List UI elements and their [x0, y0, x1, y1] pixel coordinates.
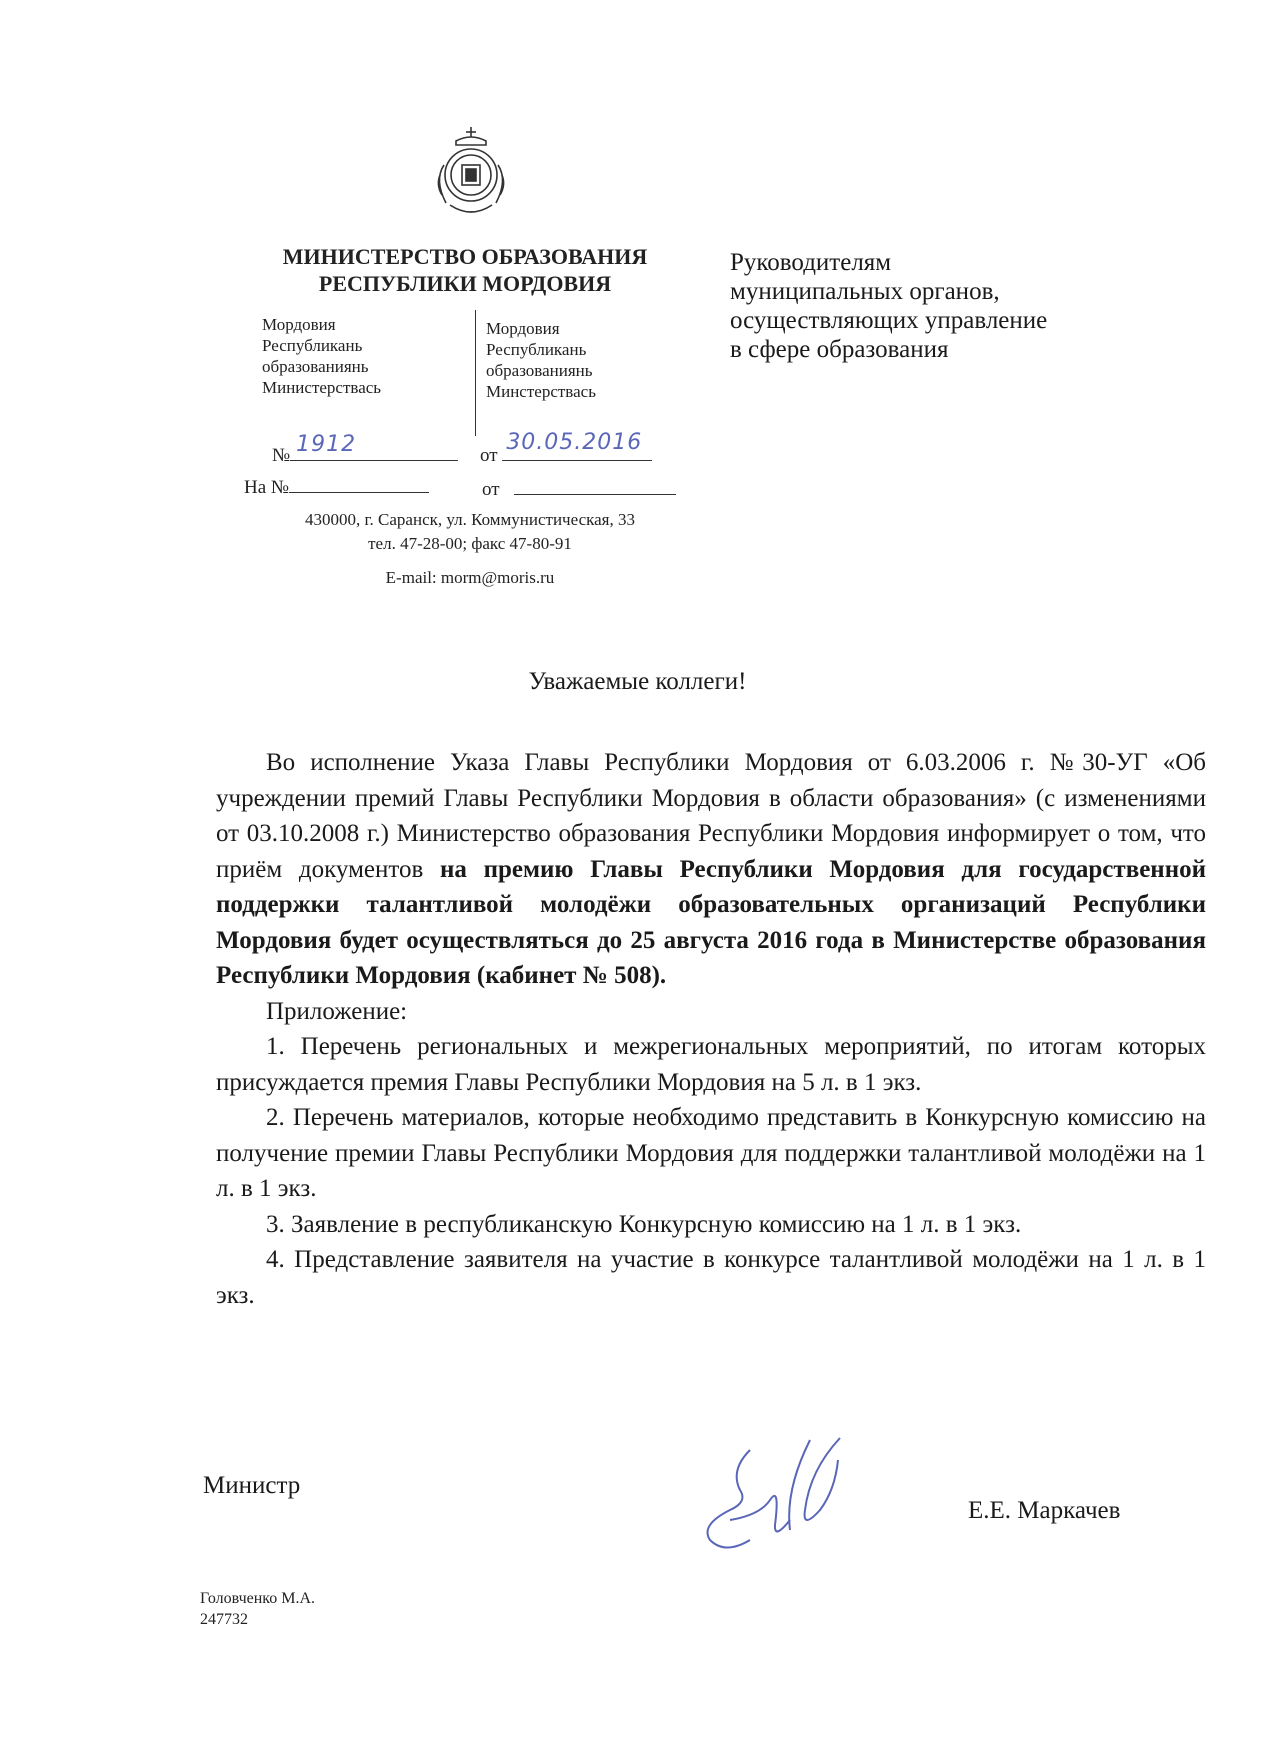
letter-body: [216, 745, 1206, 1313]
coat-of-arms-emblem: [430, 125, 512, 221]
addressee-block: [730, 248, 1047, 364]
reply-number-label: На №: [244, 477, 290, 498]
reply-date-row: [482, 474, 676, 501]
signatory-position: Министр: [203, 1472, 301, 1499]
reply-number-field: [289, 472, 429, 493]
number-field: [290, 432, 458, 461]
addressee-line: Руководителям: [730, 249, 892, 276]
addressee-line: осуществляющих управление: [730, 307, 1048, 334]
ministry-title-line2: РЕСПУБЛИКИ МОРДОВИЯ: [318, 271, 612, 296]
mordovian-name-right: [486, 318, 596, 402]
reply-date-label: от: [482, 479, 500, 500]
ministry-title-line1: МИНИСТЕРСТВО ОБРАЗОВАНИЯ: [282, 244, 648, 269]
addressee-line: муниципальных органов,: [730, 278, 1000, 305]
greeting: Уважаемые коллеги!: [528, 668, 747, 695]
number-label: №: [272, 445, 291, 466]
phone-line: тел. 47-28-00; факс 47-80-91: [368, 534, 572, 553]
appendix-item: 1. Перечень региональных и межрегиональных мероприятий, по итогам которых присуждается премия Главы Республики Мордовия на 5 л. в 1 экз.: [216, 1033, 1206, 1096]
executor-block: [200, 1588, 315, 1630]
appendix-item: 2. Перечень материалов, которые необходимо представить в Конкурсную комиссию на получение премии Главы Республики Мордовия для поддержки талантливой молодёжи на 1 л. в 1 экз.: [216, 1104, 1206, 1202]
date-field: [502, 430, 652, 461]
mordovian-line: Мордовия: [486, 319, 560, 338]
appendix-item: 4. Представление заявителя на участие в конкурсе талантливой молодёжи на 1 л. в 1 экз.: [216, 1246, 1206, 1309]
address-line: 430000, г. Саранск, ул. Коммунистическая, 33: [304, 510, 635, 529]
bold-announcement: на премию Главы Республики Мордовия для государственной поддержки талантливой молодёжи образовательных организаций Республики Мордовия будет осуществляться до 25 августа 2016 года в Министерстве образования Республики Мордовия (кабинет № 508).: [216, 855, 1206, 989]
mordovian-line: Мордовия: [262, 315, 336, 334]
ministry-title: [200, 243, 730, 297]
appendix-label: Приложение:: [266, 997, 408, 1025]
reply-date-field: [514, 474, 676, 495]
date-label: от: [480, 445, 498, 466]
outgoing-date-row: [480, 430, 652, 467]
mordovian-line: Республикань: [486, 340, 587, 359]
contacts-block: [200, 508, 740, 590]
mordovian-line: Минстерствась: [486, 382, 596, 401]
outgoing-number-row: [272, 432, 458, 467]
handwritten-number: 1912: [296, 432, 357, 457]
mordovian-line: Республикань: [262, 336, 363, 355]
reply-number-row: [244, 472, 429, 499]
executor-name: Головченко М.А.: [200, 1590, 316, 1607]
main-paragraph: [216, 745, 1206, 994]
handwritten-signature: [690, 1430, 870, 1570]
mordovian-line: образованиянь: [486, 361, 593, 380]
signatory-name: Е.Е. Маркачев: [968, 1497, 1121, 1524]
handwritten-date: 30.05.2016: [506, 430, 643, 455]
mordovian-name-left: [262, 314, 381, 398]
mordovian-line: образованиянь: [262, 357, 369, 376]
executor-phone: 247732: [200, 1611, 248, 1628]
mordovian-line: Министерствась: [262, 378, 382, 397]
vertical-divider: [475, 310, 476, 436]
appendix-item: 3. Заявление в республиканскую Конкурсную комиссию на 1 л. в 1 экз.: [266, 1210, 1022, 1238]
addressee-line: в сфере образования: [730, 336, 949, 363]
intro-text: Во исполнение Указа Главы Республики Мордовия от 6.03.2006 г. №30-УГ «Об учреждении премий Главы Республики Мордовия в области образования» (с изменениями от 03.10.2008 г.) Министерство образования Республики Мордовия информирует о том, что приём документов: [216, 749, 1206, 883]
email-line: E-mail: morm@moris.ru: [385, 568, 555, 587]
